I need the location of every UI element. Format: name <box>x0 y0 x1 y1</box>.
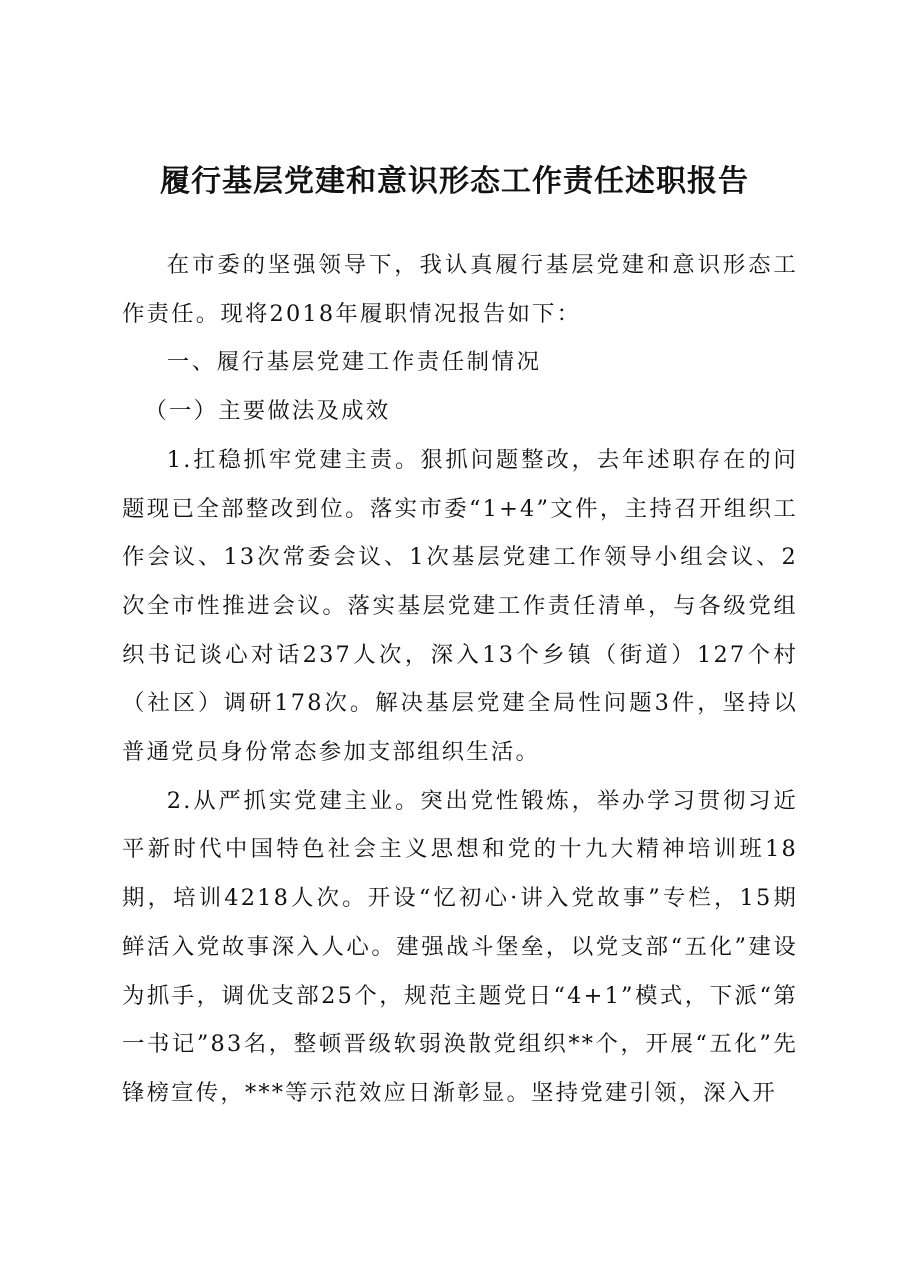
paragraph-item-1: 1.扛稳抓牢党建主责。狠抓问题整改，去年述职存在的问题现已全部整改到位。落实市委“1+4”文件，主持召开组织工作会议、13次常委会议、1次基层党建工作领导小组会议、2次全市性推进会议。落实基层党建工作责任清单，与各级党组织书记谈心对话237人次，深入13个乡镇（街道）127个村（社区）调研178次。解决基层党建全局性问题3件，坚持以普通党员身份常态参加支部组织生活。 <box>122 446 798 766</box>
section-heading-1: 一、履行基层党建工作责任制情况 <box>166 349 542 376</box>
paragraph-item-2: 2.从严抓实党建主业。突出党性锻炼，举办学习贯彻习近平新时代中国特色社会主义思想和党的十九大精神培训班18期，培训4218人次。开设“忆初心·讲入党故事”专栏，15期鲜活入党故事深入人心。建强战斗堡垒，以党支部“五化”建设为抓手，调优支部25个，规范主题党日“4+1”模式，下派“第一书记”83名，整顿晋级软弱涣散党组织**个，开展“五化”先锋榜宣传，***等示范效应日渐彰显。坚持党建引领，深入开 <box>122 787 798 1106</box>
document-title: 履行基层党建和意识形态工作责任述职报告 <box>160 164 749 199</box>
paragraph-intro: 在市委的坚强领导下，我认真履行基层党建和意识形态工作责任。现将2018年履职情况报告如下： <box>122 252 798 327</box>
subsection-heading-1: （一）主要做法及成效 <box>144 398 391 425</box>
document-body <box>122 241 798 1118</box>
